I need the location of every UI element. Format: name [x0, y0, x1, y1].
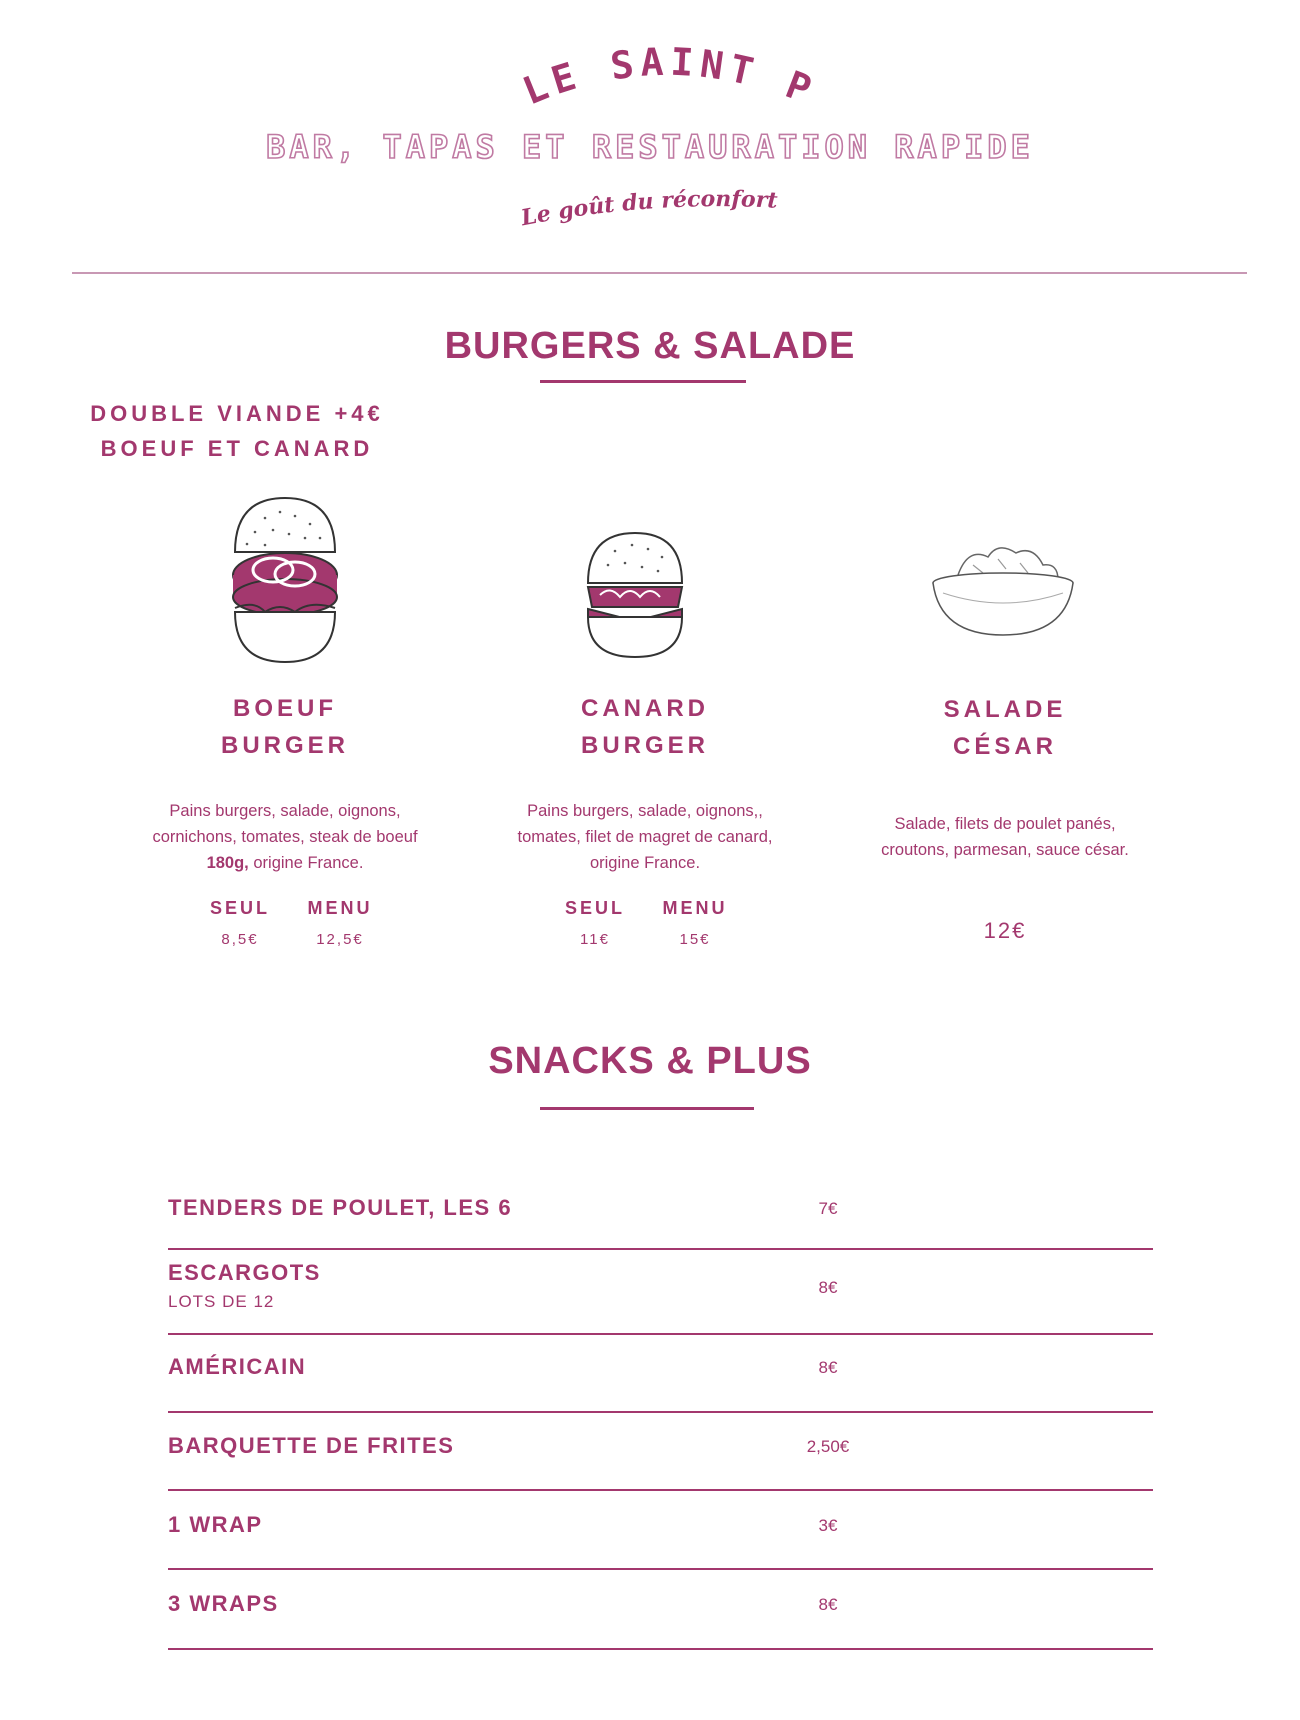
svg-text:Le goût du réconfort [518, 186, 778, 231]
snack-divider [168, 1411, 1153, 1413]
snacks-section-title: SNACKS & PLUS [488, 1040, 812, 1082]
canard-desc-line3: origine France. [589, 854, 701, 872]
boeuf-burger-item [120, 690, 450, 876]
motto [500, 180, 800, 240]
snack-price: 8€ [818, 1278, 838, 1297]
snacks-title-underline [540, 1107, 754, 1110]
boeuf-price-table [190, 898, 390, 948]
snack-divider [168, 1333, 1153, 1335]
boeuf-desc-bold: 180g, [206, 854, 249, 872]
double-meat-note [72, 396, 402, 466]
boeuf-desc-line3: origine France. [248, 854, 364, 872]
boeuf-desc-line1: Pains burgers, salade, oignons, [169, 802, 401, 820]
salad-bowl-illustration [928, 535, 1078, 645]
canard-burger-item [480, 690, 810, 876]
salade-cesar-item [840, 691, 1170, 863]
header-divider [72, 272, 1247, 274]
brand-logo [500, 30, 830, 120]
salade-name-1: SALADE [943, 696, 1067, 723]
canard-price-table [545, 898, 745, 948]
snack-name: 1 WRAP [168, 1512, 263, 1537]
boeuf-desc-line2: cornichons, tomates, steak de boeuf [152, 828, 418, 846]
canard-menu-label: MENU [662, 898, 728, 918]
tagline: BAR, TAPAS ET RESTAURATION RAPIDE [266, 128, 1034, 166]
burgers-title-underline [540, 380, 746, 383]
salade-desc-line1: Salade, filets de poulet panés, [894, 815, 1116, 833]
snack-subtitle: LOTS DE 12 [168, 1292, 275, 1311]
canard-seul-label: SEUL [564, 898, 625, 918]
snack-divider [168, 1489, 1153, 1491]
snack-name: TENDERS DE POULET, LES 6 [168, 1195, 513, 1220]
canard-desc-line2: tomates, filet de magret de canard, [517, 828, 773, 846]
canard-burger-illustration [580, 525, 690, 665]
canard-seul-price: 11€ [580, 931, 610, 948]
snack-price: 8€ [818, 1595, 838, 1614]
boeuf-burger-description [120, 798, 450, 876]
snack-name: 3 WRAPS [168, 1591, 279, 1616]
salade-name-2: CÉSAR [952, 733, 1057, 760]
boeuf-burger-illustration [225, 490, 345, 670]
double-note-line2: BOEUF ET CANARD [100, 436, 374, 461]
snack-divider [168, 1648, 1153, 1650]
snack-price: 2,50€ [806, 1437, 850, 1456]
burgers-section-title: BURGERS & SALADE [444, 325, 856, 367]
boeuf-burger-name-2: BURGER [220, 732, 349, 759]
snack-price: 3€ [818, 1516, 838, 1535]
snack-name: ESCARGOTS [168, 1260, 321, 1285]
snack-name: AMÉRICAIN [168, 1354, 307, 1379]
snack-divider [168, 1568, 1153, 1570]
canard-burger-name-1: CANARD [581, 695, 709, 722]
svg-text:LE SAINT P [517, 40, 823, 114]
salade-price: 12€ [983, 918, 1027, 943]
motto-text: Le goût du réconfort [519, 186, 779, 232]
salade-desc-line2: croutons, parmesan, sauce césar. [881, 841, 1129, 859]
canard-burger-description [480, 798, 810, 876]
snack-price: 8€ [818, 1358, 838, 1377]
boeuf-seul-price: 8,5€ [221, 931, 259, 948]
snack-name: BARQUETTE DE FRITES [168, 1433, 455, 1458]
canard-desc-line1: Pains burgers, salade, oignons,, [527, 802, 763, 820]
boeuf-menu-price: 12,5€ [316, 931, 364, 948]
canard-menu-price: 15€ [679, 931, 711, 948]
boeuf-seul-label: SEUL [209, 898, 270, 918]
snack-price: 7€ [818, 1199, 838, 1218]
boeuf-burger-name-1: BOEUF [233, 695, 337, 722]
double-note-line1: DOUBLE VIANDE +4€ [90, 401, 384, 426]
brand-name: LE SAINT P [516, 39, 823, 114]
salade-description [840, 811, 1170, 863]
canard-burger-name-2: BURGER [580, 732, 709, 759]
snack-divider [168, 1248, 1153, 1250]
boeuf-menu-label: MENU [307, 898, 373, 918]
